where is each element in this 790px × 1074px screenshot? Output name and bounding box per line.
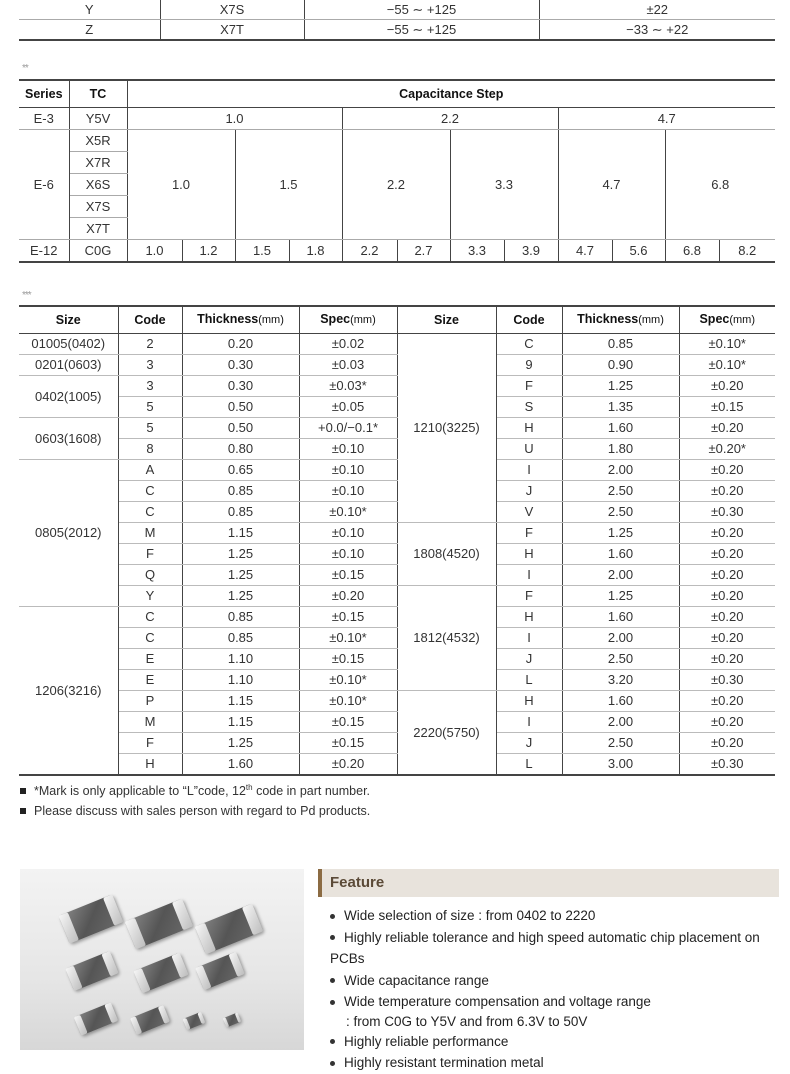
size-cell: 1206(3216) [19,607,118,776]
thickness-cell: 1.10 [182,670,299,691]
code-cell: I [496,565,562,586]
thickness-cell: 0.85 [182,607,299,628]
thickness-cell: 1.35 [562,397,679,418]
thickness-cell: 1.25 [182,586,299,607]
bullet-icon [330,978,335,983]
spec-cell: ±0.20 [679,733,775,754]
step-value: 1.8 [289,240,342,263]
spec-cell: ±0.15 [299,649,397,670]
code-cell: M [118,523,182,544]
step-value: 3.3 [450,130,558,240]
bullet-icon [330,1061,335,1066]
size-cell: 2220(5750) [397,691,496,776]
header-size: Size [19,306,118,334]
size-cell: 1812(4532) [397,586,496,691]
spec-cell: ±0.10* [299,628,397,649]
code-cell: 5 [118,418,182,439]
tc-cell: C0G [69,240,127,263]
thickness-cell: 2.50 [562,502,679,523]
size-cell: 1210(3225) [397,334,496,523]
table-row-e3 [19,108,775,130]
code-cell: H [496,691,562,712]
code-cell: E [118,649,182,670]
code-cell: F [496,586,562,607]
table-c-marker: *** [22,290,31,301]
code-cell: 3 [118,355,182,376]
mlcc-chips-photo [20,869,304,1050]
spec-cell: ±0.05 [299,397,397,418]
spec-cell: ±0.30 [679,502,775,523]
step-value: 4.7 [558,130,665,240]
table-header-row [19,306,775,334]
header-thickness [182,306,299,334]
spec-cell: ±0.10* [299,691,397,712]
spec-cell: ±0.20 [679,712,775,733]
spec-cell: ±0.15 [299,565,397,586]
size-cell: 01005(0402) [19,334,118,355]
size-cell: 1808(4520) [397,523,496,586]
table-cell: Z [19,20,160,41]
tc-cell: X7T [69,218,127,240]
spec-cell: ±0.20 [679,691,775,712]
code-cell: Y [118,586,182,607]
table-cell: −33 ∼ +22 [539,20,775,41]
thickness-cell: 0.85 [182,481,299,502]
thickness-cell: 1.25 [182,733,299,754]
chip-image [58,894,123,944]
header-spec-label: Spec [699,312,730,326]
code-cell: C [118,481,182,502]
thickness-cell: 0.80 [182,439,299,460]
spec-cell: ±0.20 [679,481,775,502]
code-cell: C [118,628,182,649]
table-row-e12 [19,240,775,263]
table-cell: Y [19,0,160,20]
feature-item [330,927,790,970]
spec-cell: ±0.20 [299,586,397,607]
thickness-cell: 0.85 [182,502,299,523]
spec-cell: ±0.10* [679,334,775,355]
notes [20,781,370,821]
spec-cell: ±0.10* [299,670,397,691]
table-cell: −55 ∼ +125 [304,20,539,41]
thickness-cell: 0.50 [182,418,299,439]
table-row [19,586,775,607]
code-cell: C [118,607,182,628]
series-cell: E-12 [19,240,69,263]
spec-cell: +0.0/−0.1* [299,418,397,439]
spec-cell: ±0.03* [299,376,397,397]
spec-cell: ±0.10 [299,481,397,502]
thickness-cell: 1.25 [562,586,679,607]
header-spec [299,306,397,334]
note-text-pre: *Mark is only applicable to “L”code, 12 [34,784,246,798]
feature-text: Highly reliable performance [344,1033,509,1049]
spec-cell: ±0.10 [299,544,397,565]
feature-item [330,991,790,1013]
thickness-cell: 2.00 [562,565,679,586]
thickness-cell: 2.50 [562,481,679,502]
tc-cell: X6S [69,174,127,196]
step-value: 3.9 [504,240,558,263]
spec-cell: ±0.20 [679,607,775,628]
header-series: Series [19,80,69,108]
table-row [19,0,775,20]
square-bullet-icon [20,808,26,814]
feature-text: Highly reliable tolerance and high speed automatic chip placement on PCBs [330,929,760,966]
size-cell: 0603(1608) [19,418,118,460]
code-cell: F [118,544,182,565]
code-cell: A [118,460,182,481]
series-cell: E-3 [19,108,69,130]
chip-image [223,1012,242,1027]
spec-cell: ±0.20 [679,649,775,670]
bullet-icon [330,1039,335,1044]
step-value: 1.0 [127,130,235,240]
feature-item [330,1031,790,1053]
thickness-cell: 0.65 [182,460,299,481]
step-value: 4.7 [558,240,612,263]
step-value: 2.2 [342,240,397,263]
bullet-icon [330,1000,335,1005]
spec-cell: ±0.10* [299,502,397,523]
thickness-cell: 1.15 [182,712,299,733]
feature-item-continuation: : from C0G to Y5V and from 6.3V to 50V [346,1013,588,1029]
table-row [19,691,775,712]
code-cell: S [496,397,562,418]
thickness-cell: 0.85 [562,334,679,355]
spec-cell: ±0.20 [679,565,775,586]
note-superscript: th [245,782,253,792]
code-cell: J [496,649,562,670]
thickness-cell: 1.10 [182,649,299,670]
code-cell: 5 [118,397,182,418]
thickness-cell: 0.50 [182,397,299,418]
chip-image [65,951,118,991]
size-cell: 0402(1005) [19,376,118,418]
feature-text: Highly resistant termination metal [344,1055,544,1070]
thickness-cell: 3.00 [562,754,679,776]
feature-text: Wide selection of size : from 0402 to 2220 [344,908,596,923]
code-cell: P [118,691,182,712]
code-cell: Q [118,565,182,586]
feature-item [330,970,790,992]
spec-cell: ±0.10 [299,523,397,544]
spec-cell: ±0.03 [299,355,397,376]
step-value: 2.2 [342,130,450,240]
step-value: 1.0 [127,108,342,130]
feature-item [330,1052,790,1074]
tc-cell: Y5V [69,108,127,130]
table-cell: X7T [160,20,304,41]
spec-cell: ±0.15 [299,733,397,754]
thickness-cell: 0.90 [562,355,679,376]
thickness-cell: 2.50 [562,649,679,670]
code-cell: H [496,418,562,439]
spec-cell: ±0.15 [299,607,397,628]
code-cell: J [496,733,562,754]
code-cell: 8 [118,439,182,460]
chip-image [125,898,194,949]
code-cell: 9 [496,355,562,376]
header-unit: (mm) [638,314,664,326]
step-value: 3.3 [450,240,504,263]
thickness-cell: 1.15 [182,691,299,712]
feature-text: Wide capacitance range [344,972,489,988]
thickness-cell: 1.25 [182,565,299,586]
series-cell: E-6 [19,130,69,240]
header-unit: (mm) [350,314,376,326]
tc-cell: X7R [69,152,127,174]
thickness-cell: 1.60 [562,691,679,712]
note-text-post: code in part number. [252,784,371,798]
size-cell: 0201(0603) [19,355,118,376]
spec-cell: ±0.15 [299,712,397,733]
code-cell: F [118,733,182,754]
code-cell: H [496,544,562,565]
step-value: 8.2 [738,243,757,258]
step-value: 1.2 [182,240,235,263]
code-cell: H [496,607,562,628]
spec-cell: ±0.10 [299,439,397,460]
table-cell: ±22 [539,0,775,20]
code-cell: E [118,670,182,691]
table-header-row [19,80,775,108]
thickness-cell: 1.80 [562,439,679,460]
step-value: 2.2 [342,108,558,130]
table-cell: X7S [160,0,304,20]
code-cell: U [496,439,562,460]
spec-cell: ±0.15 [679,397,775,418]
header-unit: (mm) [729,314,756,326]
table-row [19,20,775,41]
code-cell: I [496,628,562,649]
bullet-icon [330,914,335,919]
feature-item [330,905,790,927]
spec-cell: ±0.20 [679,544,775,565]
feature-text: Wide temperature compensation and voltage range [344,994,651,1009]
table-cell: −55 ∼ +125 [304,0,539,20]
header-spec [679,306,775,334]
step-value: 6.8 [665,130,775,240]
spec-cell: ±0.20 [679,418,775,439]
spec-cell: ±0.20 [299,754,397,776]
code-cell: V [496,502,562,523]
spec-cell: ±0.10 [299,460,397,481]
size-cell: 0805(2012) [19,460,118,607]
spec-cell: ±0.20 [679,586,775,607]
feature-title: Feature [330,874,385,891]
chip-image [195,952,245,991]
table-row [19,523,775,544]
temperature-characteristics-table-continued [19,0,775,41]
thickness-cell: 0.20 [182,334,299,355]
code-cell: L [496,754,562,776]
step-value: 4.7 [558,108,775,130]
chip-image [133,953,188,994]
step-value: 1.0 [127,240,182,263]
header-size: Size [397,306,496,334]
spec-cell: ±0.20 [679,460,775,481]
header-tc: TC [69,80,127,108]
header-thickness [562,306,679,334]
table-row [19,334,775,355]
step-value: 2.7 [397,240,450,263]
note-item [20,801,370,821]
thickness-cell: 1.25 [182,544,299,565]
step-value: 1.5 [235,130,342,240]
step-value: 1.5 [235,240,289,263]
thickness-cell: 3.20 [562,670,679,691]
spec-cell: ±0.02 [299,334,397,355]
code-cell: C [118,502,182,523]
thickness-cell: 0.85 [182,628,299,649]
spec-cell: ±0.10* [679,355,775,376]
chip-image [182,1012,205,1031]
feature-header [318,869,779,897]
code-cell: 3 [118,376,182,397]
spec-cell: ±0.20 [679,523,775,544]
spec-cell: ±0.20* [679,439,775,460]
chip-image [130,1005,170,1035]
spec-cell: ±0.30 [679,670,775,691]
header-thickness-label: Thickness [197,312,259,326]
thickness-cell: 1.60 [562,544,679,565]
square-bullet-icon [20,788,26,794]
code-cell: I [496,460,562,481]
tc-cell: X5R [69,130,127,152]
thickness-cell: 2.00 [562,628,679,649]
note-text [34,781,370,801]
thickness-cell: 1.15 [182,523,299,544]
thickness-cell: 0.30 [182,376,299,397]
feature-list [330,905,790,1074]
thickness-cell: 2.00 [562,712,679,733]
thickness-cell: 1.25 [562,523,679,544]
spec-cell: ±0.20 [679,628,775,649]
note-text: Please discuss with sales person with regard to Pd products. [34,804,371,818]
code-cell: I [496,712,562,733]
code-cell: F [496,523,562,544]
tc-cell: X7S [69,196,127,218]
header-capacitance-step: Capacitance Step [127,80,775,108]
header-thickness-label: Thickness [577,312,639,326]
spec-cell: ±0.30 [679,754,775,776]
table-b-marker: ** [22,63,28,74]
thickness-cell: 1.60 [562,418,679,439]
header-spec-label: Spec [320,312,351,326]
thickness-spec-table [19,305,775,776]
thickness-cell: 2.50 [562,733,679,754]
table-row-e6 [19,130,775,152]
note-item [20,781,370,801]
thickness-cell: 1.25 [562,376,679,397]
thickness-cell: 0.30 [182,355,299,376]
header-unit: (mm) [258,314,284,326]
bullet-icon [330,935,335,940]
header-code: Code [118,306,182,334]
code-cell: 2 [118,334,182,355]
code-cell: M [118,712,182,733]
code-cell: J [496,481,562,502]
code-cell: H [118,754,182,776]
capacitance-step-table [19,79,775,263]
code-cell: L [496,670,562,691]
chip-image [195,903,264,954]
step-value: 6.8 [665,240,719,263]
header-code: Code [496,306,562,334]
code-cell: F [496,376,562,397]
chip-image [74,1002,119,1036]
step-value: 5.6 [612,240,665,263]
thickness-cell: 2.00 [562,460,679,481]
code-cell: C [496,334,562,355]
spec-cell: ±0.20 [679,376,775,397]
thickness-cell: 1.60 [182,754,299,776]
thickness-cell: 1.60 [562,607,679,628]
